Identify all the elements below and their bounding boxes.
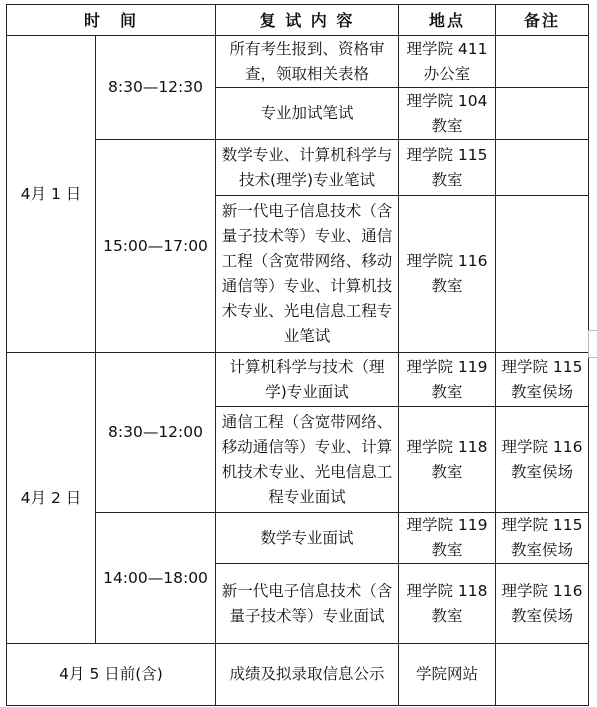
time-slot-cell: 8:30—12:00: [96, 353, 216, 513]
content-cell: 新一代电子信息技术（含量子技术等）专业面试: [216, 564, 399, 644]
place-cell: 理学院 411 办公室: [399, 36, 496, 88]
place-cell: 理学院 119 教室: [399, 513, 496, 564]
table-row: [7, 353, 589, 407]
time-slot-cell: 8:30—12:30: [96, 36, 216, 140]
day-cell: 4月 5 日前(含): [7, 644, 216, 706]
time-slot-cell: 15:00—17:00: [96, 140, 216, 353]
schedule-table: [6, 4, 589, 706]
table-row: [7, 644, 589, 706]
place-cell: 学院网站: [399, 644, 496, 706]
content-cell: 数学专业、计算机科学与技术(理学)专业笔试: [216, 140, 399, 196]
place-cell: 理学院 118 教室: [399, 564, 496, 644]
note-cell: 理学院 116 教室侯场: [496, 564, 589, 644]
note-cell: [496, 36, 589, 88]
note-cell: 理学院 115 教室侯场: [496, 513, 589, 564]
content-cell: 数学专业面试: [216, 513, 399, 564]
place-cell: 理学院 119 教室: [399, 353, 496, 407]
content-cell: 成绩及拟录取信息公示: [216, 644, 399, 706]
table-row: [7, 36, 589, 88]
time-slot-cell: 14:00—18:00: [96, 513, 216, 644]
header-time: 时 间: [7, 5, 216, 36]
content-cell: 通信工程（含宽带网络、移动通信等）专业、计算机技术专业、光电信息工程专业面试: [216, 407, 399, 513]
content-cell: 新一代电子信息技术（含量子技术等）专业、通信工程（含宽带网络、移动通信等）专业、计算机技术专业、光电信息工程专业笔试: [216, 196, 399, 353]
day-cell: 4月 2 日: [7, 353, 96, 644]
place-cell: 理学院 115 教室: [399, 140, 496, 196]
note-cell: [496, 196, 589, 353]
header-place: 地点: [399, 5, 496, 36]
note-cell: [496, 140, 589, 196]
header-content: 复 试 内 容: [216, 5, 399, 36]
note-cell: [496, 88, 589, 140]
page-edge-mark: [588, 330, 597, 358]
day-cell: 4月 1 日: [7, 36, 96, 353]
note-cell: 理学院 116 教室侯场: [496, 407, 589, 513]
place-cell: 理学院 104 教室: [399, 88, 496, 140]
place-cell: 理学院 116 教室: [399, 196, 496, 353]
content-cell: 计算机科学与技术（理学)专业面试: [216, 353, 399, 407]
content-cell: 专业加试笔试: [216, 88, 399, 140]
note-cell: 理学院 115 教室侯场: [496, 353, 589, 407]
header-row: [7, 5, 589, 36]
content-cell: 所有考生报到、资格审查，领取相关表格: [216, 36, 399, 88]
place-cell: 理学院 118 教室: [399, 407, 496, 513]
note-cell: [496, 644, 589, 706]
header-note: 备注: [496, 5, 589, 36]
